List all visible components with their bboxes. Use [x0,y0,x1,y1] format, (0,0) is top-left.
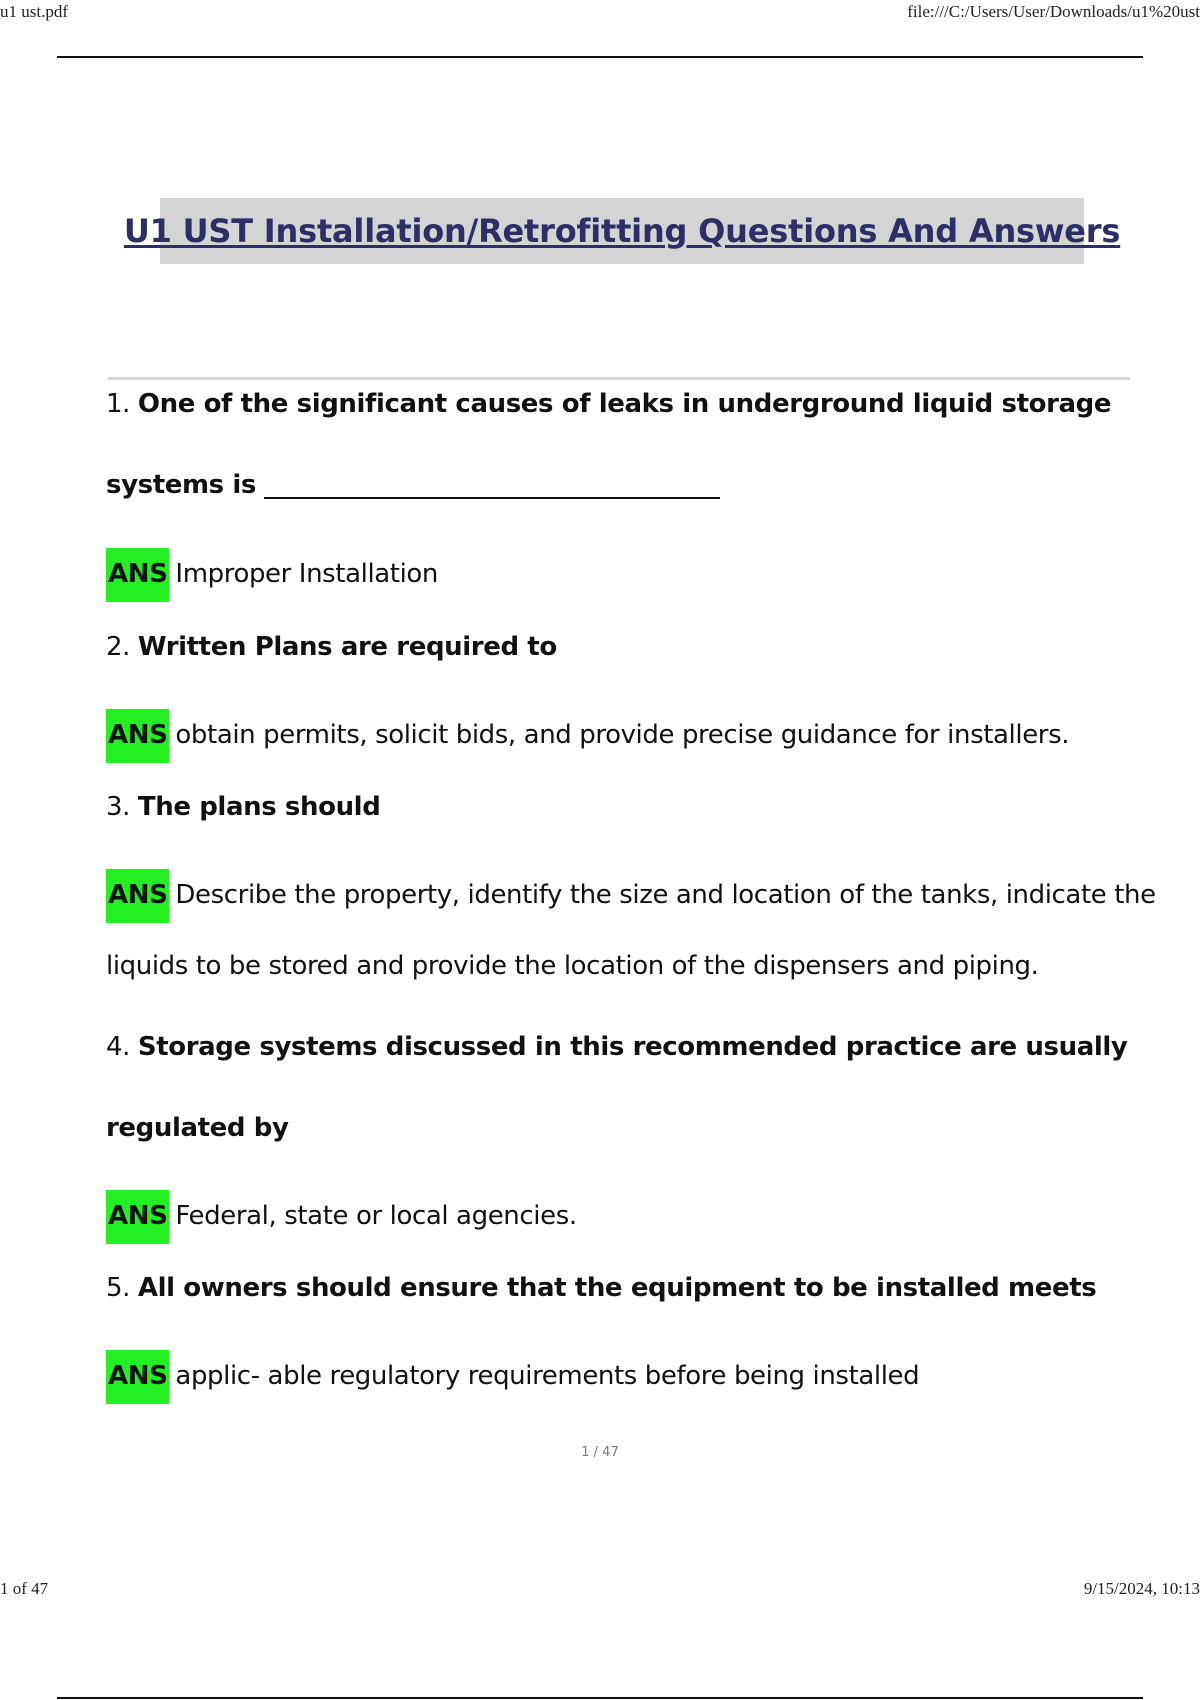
answer-3-line-1 [106,869,1156,923]
ans-highlight: ANS [106,869,169,923]
question-1-text-cont: systems is [106,470,256,500]
print-header-url: file:///C:/Users/User/Downloads/u1%20ust [907,2,1200,21]
print-header-filename: u1 ust.pdf [0,2,68,21]
fill-in-blank [264,497,720,499]
page-indicator: 1 / 47 [581,1445,619,1460]
ans-highlight: ANS [106,709,169,763]
answer-4-text: Federal, state or local agencies. [175,1201,577,1231]
question-2 [106,629,557,665]
question-2-text: Written Plans are required to [137,632,557,662]
question-4-number: 4. [106,1032,131,1062]
document-title: U1 UST Installation/Retrofitting Questions And Answers [123,212,1121,250]
ans-highlight: ANS [106,1190,169,1244]
question-1-line-2 [106,467,720,503]
answer-2-text: obtain permits, solicit bids, and provide precise guidance for installers. [175,720,1070,750]
answer-5-text: applic- able regulatory requirements before being installed [175,1361,920,1391]
ans-highlight: ANS [106,1350,169,1404]
question-4-line-1 [106,1029,1127,1065]
print-footer-timestamp: 9/15/2024, 10:13 [1083,1579,1200,1598]
ans-highlight: ANS [106,548,169,602]
footer-divider [57,1697,1143,1699]
question-5-number: 5. [106,1273,131,1303]
print-footer-page-count: 1 of 47 [0,1579,49,1598]
question-4-text: Storage systems discussed in this recommended practice are usually [137,1032,1128,1062]
answer-1 [106,548,438,602]
question-1-line-1 [106,386,1111,422]
header-divider [57,56,1143,58]
document-title-box [123,198,1121,264]
question-5-text: All owners should ensure that the equipment to be installed meets [137,1273,1097,1303]
question-2-number: 2. [106,632,131,662]
title-separator [108,377,1130,380]
question-4-line-2 [106,1110,289,1146]
question-4-text-cont: regulated by [106,1113,289,1143]
question-3-text: The plans should [137,792,381,822]
answer-3-line-2 [106,948,1039,984]
answer-3-text-cont: liquids to be stored and provide the location of the dispensers and piping. [106,951,1039,981]
question-3-number: 3. [106,792,131,822]
answer-3-text: Describe the property, identify the size and location of the tanks, indicate the [175,880,1156,910]
question-1-number: 1. [106,389,131,419]
question-5 [106,1270,1096,1306]
question-1-text: One of the significant causes of leaks in underground liquid storage [137,389,1112,419]
answer-4 [106,1190,577,1244]
answer-1-text: Improper Installation [175,559,439,589]
answer-5 [106,1350,919,1404]
answer-2 [106,709,1069,763]
question-3 [106,789,380,825]
